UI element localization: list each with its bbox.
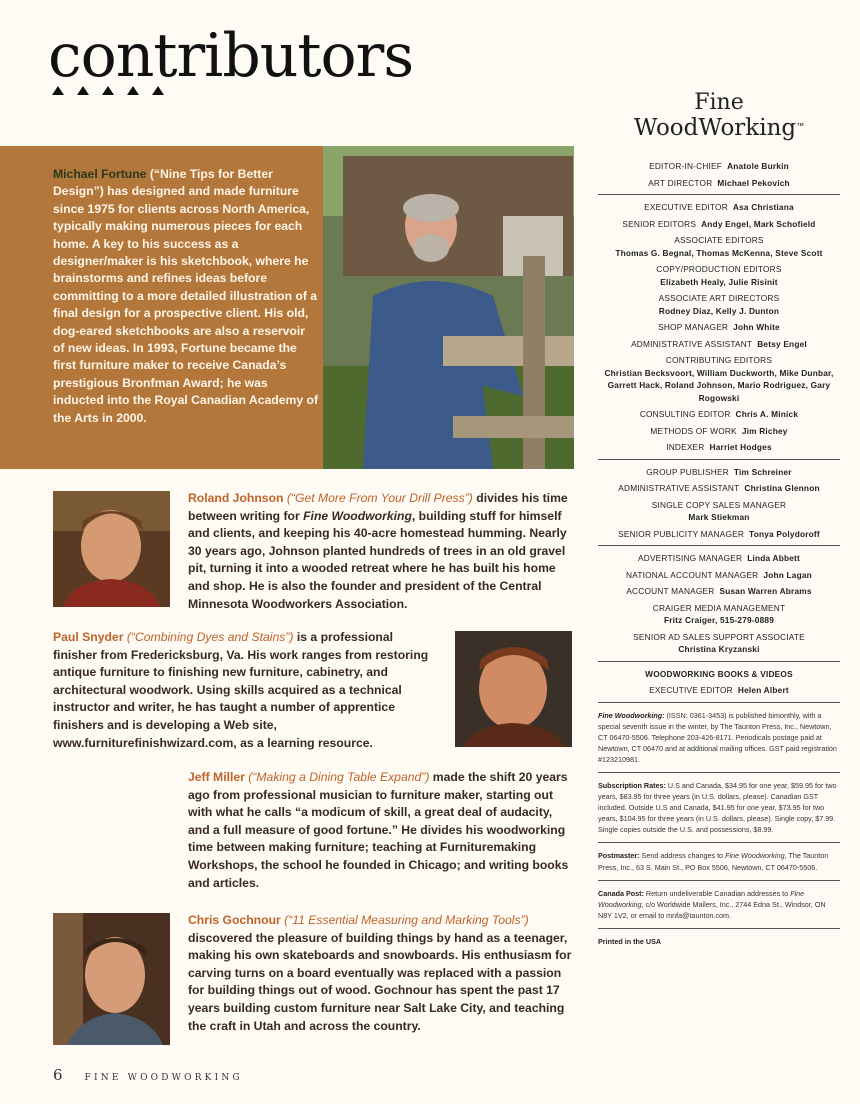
masthead-entry [598, 263, 840, 288]
magazine-name: FINE WOODWORKING [84, 1073, 243, 1083]
masthead-entry [598, 585, 840, 598]
masthead [598, 90, 840, 954]
triangle-icon [152, 86, 164, 95]
masthead-person: Chris A. Minick [735, 409, 799, 419]
masthead-person: John Lagan [763, 569, 812, 580]
masthead-person: Anatole Burkin [727, 161, 789, 171]
feature-bio [53, 166, 318, 427]
masthead-entry [598, 354, 840, 404]
masthead-entry [598, 499, 840, 524]
masthead-person: Harriet Hodges [709, 442, 772, 452]
masthead-person: Christina Kryzanski [678, 644, 760, 654]
article-title: (“Get More From Your Drill Press”) [283, 491, 473, 505]
feature-bio-text: has designed and made furniture since 1975 for clients across North America, typically making numerous pieces for each home. A key to his success as a designer/maker is his sketchbook, where he brainstorms and refines ideas before committing to a more detailed illustration of a final design for a prospective client. His old, dog-eared sketchbooks are also a reservoir of new ideas. In 1993, Fortune became the first furniture maker to receive Canada’s prestigious Bronfman Award; he was inducted into the Royal Canadian Academy of the Arts in 2000. [53, 184, 319, 425]
masthead-person: Rodney Diaz, Kelly J. Dunton [658, 305, 780, 316]
masthead-entry [598, 218, 840, 231]
page-footer [53, 1066, 243, 1084]
canada-post-text: , c/o Worldwide Mailers, Inc., 2744 Edna St., Windsor, ON N8Y 1V2, or email to mnfa@taunton.com. [598, 899, 826, 920]
triangle-icon [52, 86, 64, 95]
subscription-text: U.S and Canada, $34.95 for one year, $59.95 for two years, $83.95 for three years (in U.S. dollars, please). Canadian GST included. Outside U.S and Canada, $41.95 for one year, $73.95 for two years, $104.95 for three years (in U.S. dollars, please). Single copy, $7.99. Single copies outside the U.S. and possessions, $8.99. [598, 780, 837, 835]
masthead-role: METHODS OF WORK [650, 425, 737, 436]
masthead-entry [598, 684, 840, 697]
masthead-role: SENIOR PUBLICITY MANAGER [618, 528, 745, 539]
masthead-entry [598, 466, 840, 479]
bio-text: is a professional finisher from Fredericksburg, Va. His work ranges from restoring antique furniture to finishing new furniture, cabinetry, and architectural woodwork. Using skills acquired as a technical instructor and writer, he has taught a number of apprentice finishers and is developing a Web site, www.furniturefinishwizard.com, as a learning resource. [53, 630, 429, 750]
masthead-person: Andy Engel, Mark Schofield [701, 218, 816, 229]
triangle-icon [102, 86, 114, 95]
masthead-entry [598, 201, 840, 214]
contributor-name: Paul Snyder [53, 630, 124, 644]
page-title: contributors [48, 21, 414, 91]
logo-woodworking: WoodWorking [633, 115, 797, 141]
masthead-advertising [598, 546, 840, 662]
masthead-role: CRAIGER MEDIA MANAGEMENT [652, 602, 786, 613]
masthead-person: Thomas G. Begnal, Thomas McKenna, Steve Scott [615, 247, 823, 258]
contributor-name: Jeff Miller [188, 770, 245, 784]
masthead-person: Christina Glennon [744, 483, 820, 493]
masthead-person: Elizabeth Healy, Julie Risinit [660, 276, 778, 287]
masthead-publishing [598, 460, 840, 547]
article-title: (“Combining Dyes and Stains”) [123, 630, 294, 644]
logo-trademark: ™ [796, 121, 805, 131]
masthead-person: Christian Becksvoort, William Duckworth, Mike Dunbar, Garrett Hack, Roland Johnson, Mario Rodriguez, Gary Rogowski [604, 367, 834, 403]
paul-snyder-photo [455, 631, 572, 747]
masthead-editorial-staff [598, 195, 840, 460]
masthead-role: ART DIRECTOR [648, 177, 713, 188]
masthead-entry [598, 234, 840, 259]
bio-text: made the shift 20 years ago from professional musician to furniture maker, starting out with what he calls “a modicum of skill, a great deal of audacity, and a full measure of good fortune.” He divides his woodworking time between making furniture; teaching at Furnituremaking Workshops, the school he founded in Chicago; and writing books and articles. [188, 770, 569, 890]
masthead-person: Susan Warren Abrams [719, 586, 812, 596]
triangle-icon [77, 86, 89, 95]
publication-name: Fine Woodworking [598, 888, 805, 909]
masthead-role: ADMINISTRATIVE ASSISTANT [618, 483, 740, 493]
masthead-entry [598, 338, 840, 351]
masthead-person: Betsy Engel [757, 338, 807, 349]
masthead-person: Mark Stiekman [688, 512, 750, 522]
feature-article-title: (“Nine Tips for Better Design”) [53, 167, 273, 199]
masthead-entry [598, 552, 840, 565]
logo-fine: Fine [694, 90, 744, 115]
pub-info-text: (ISSN: 0361-3453) is published bimonthly, with a special seventh issue in the winter, by The Taunton Press, Inc., Newtown, CT 06470-5506. Telephone 203-426-8171. Periodicals postage paid at Newtown, CT 06470 and at additional mailing offices. GST paid registration #123210981. [598, 710, 837, 764]
fine-woodworking-logo [598, 90, 840, 154]
printed-in [598, 929, 840, 954]
masthead-role: GROUP PUBLISHER [646, 466, 729, 477]
masthead-entry [598, 602, 840, 627]
masthead-entry [598, 441, 840, 454]
masthead-role: SINGLE COPY SALES MANAGER [651, 499, 787, 510]
masthead-person: Tim Schreiner [733, 466, 792, 477]
masthead-role: EXECUTIVE EDITOR [644, 202, 728, 212]
subscription-rates [598, 773, 840, 843]
bio-chris-gochnour [188, 912, 572, 1035]
postmaster-text: Send address changes to [639, 851, 726, 861]
bio-roland-johnson [188, 490, 568, 613]
title-ornament [52, 86, 164, 95]
masthead-role: NATIONAL ACCOUNT MANAGER [626, 569, 759, 580]
masthead-books-videos [598, 662, 840, 703]
masthead-entry [598, 160, 840, 173]
masthead-entry [598, 408, 840, 421]
masthead-person: Fritz Craiger, 515-279-0889 [663, 615, 775, 625]
masthead-entry [598, 631, 840, 656]
contributor-name: Roland Johnson [188, 491, 284, 505]
printed-in-text: Printed in the USA [598, 936, 662, 946]
masthead-entry [598, 528, 840, 541]
masthead-person: Linda Abbett [747, 553, 800, 563]
masthead-editorial-leads [598, 154, 840, 195]
feature-contributor-name: Michael Fortune [53, 167, 147, 181]
masthead-role: SENIOR EDITORS [622, 218, 697, 229]
masthead-role: SHOP MANAGER [658, 322, 729, 332]
masthead-person: Asa Christiana [732, 202, 794, 212]
subscription-label: Subscription Rates: [598, 780, 666, 790]
masthead-role: ASSOCIATE ART DIRECTORS [658, 293, 780, 303]
masthead-entry [598, 292, 840, 317]
masthead-role: SENIOR AD SALES SUPPORT ASSOCIATE [633, 631, 805, 642]
masthead-role: CONTRIBUTING EDITORS [665, 355, 773, 365]
masthead-role: EXECUTIVE EDITOR [649, 685, 733, 695]
masthead-role: CONSULTING EDITOR [639, 409, 731, 419]
bio-paul-snyder [53, 629, 438, 752]
masthead-person: Michael Pekovich [717, 177, 790, 188]
article-title: (“Making a Dining Table Expand”) [244, 770, 430, 784]
publication-info [598, 703, 840, 773]
masthead-person: Jim Richey [741, 425, 788, 436]
postmaster-info [598, 843, 840, 880]
masthead-entry [598, 569, 840, 582]
masthead-person: John White [733, 322, 780, 332]
masthead-role: ACCOUNT MANAGER [626, 586, 715, 596]
triangle-icon [127, 86, 139, 95]
masthead-role: ADMINISTRATIVE ASSISTANT [631, 338, 753, 349]
postmaster-text: , The Taunton Press, Inc., 63 S. Main St., PO Box 5506, Newtown, CT 06470-5506. [598, 851, 829, 872]
chris-gochnour-photo [53, 913, 170, 1045]
masthead-role: INDEXER [666, 442, 705, 452]
canada-post-label: Canada Post: [598, 888, 644, 898]
michael-fortune-photo [323, 146, 574, 469]
article-title: (“11 Essential Measuring and Marking Tools”) [280, 913, 529, 927]
masthead-role: COPY/PRODUCTION EDITORS [656, 264, 782, 274]
masthead-entry [598, 177, 840, 190]
roland-johnson-photo [53, 491, 170, 607]
postmaster-label: Postmaster: [598, 851, 640, 861]
canada-post-info [598, 881, 840, 929]
bio-text: divides his time between writing for [188, 491, 568, 523]
contributor-name: Chris Gochnour [188, 913, 281, 927]
featured-contributor [0, 146, 574, 469]
canada-post-text: Return undeliverable Canadian addresses to [643, 888, 791, 898]
masthead-entry [598, 321, 840, 334]
page-number: 6 [53, 1066, 63, 1084]
publication-name: Fine Woodworking [725, 851, 785, 861]
masthead-entry [598, 482, 840, 495]
bio-jeff-miller [188, 769, 570, 892]
bio-text: discovered the pleasure of building things by hand as a teenager, making his own skateboards and snowboards. His enthusiasm for carving turns on a board eventually was replaced with a passion for building things out of wood. Gochnour has spent the past 17 years building custom furniture near Salt Lake City, and teaching the craft in Utah and across the country. [188, 930, 572, 1033]
masthead-person: Helen Albert [737, 685, 789, 695]
publication-name: Fine Woodworking [303, 508, 412, 523]
bio-text: , building stuff for himself and clients, and keeping his 40-acre homestead humming. Nearly 30 years ago, Johnson planted hundreds of trees in an old gravel pit, turning it into a wooded retreat where he has built his home and shop. He is also the founder and president of the Central Minnesota Woodworkers Association. [188, 508, 567, 611]
masthead-person: Tonya Polydoroff [749, 528, 820, 539]
masthead-entry [598, 425, 840, 438]
books-videos-heading: WOODWORKING BOOKS & VIDEOS [645, 668, 793, 679]
masthead-role: ASSOCIATE EDITORS [674, 235, 764, 245]
masthead-role: ADVERTISING MANAGER [638, 553, 743, 563]
pub-name-label: Fine Woodworking: [598, 710, 665, 720]
masthead-role: EDITOR-IN-CHIEF [649, 161, 723, 171]
